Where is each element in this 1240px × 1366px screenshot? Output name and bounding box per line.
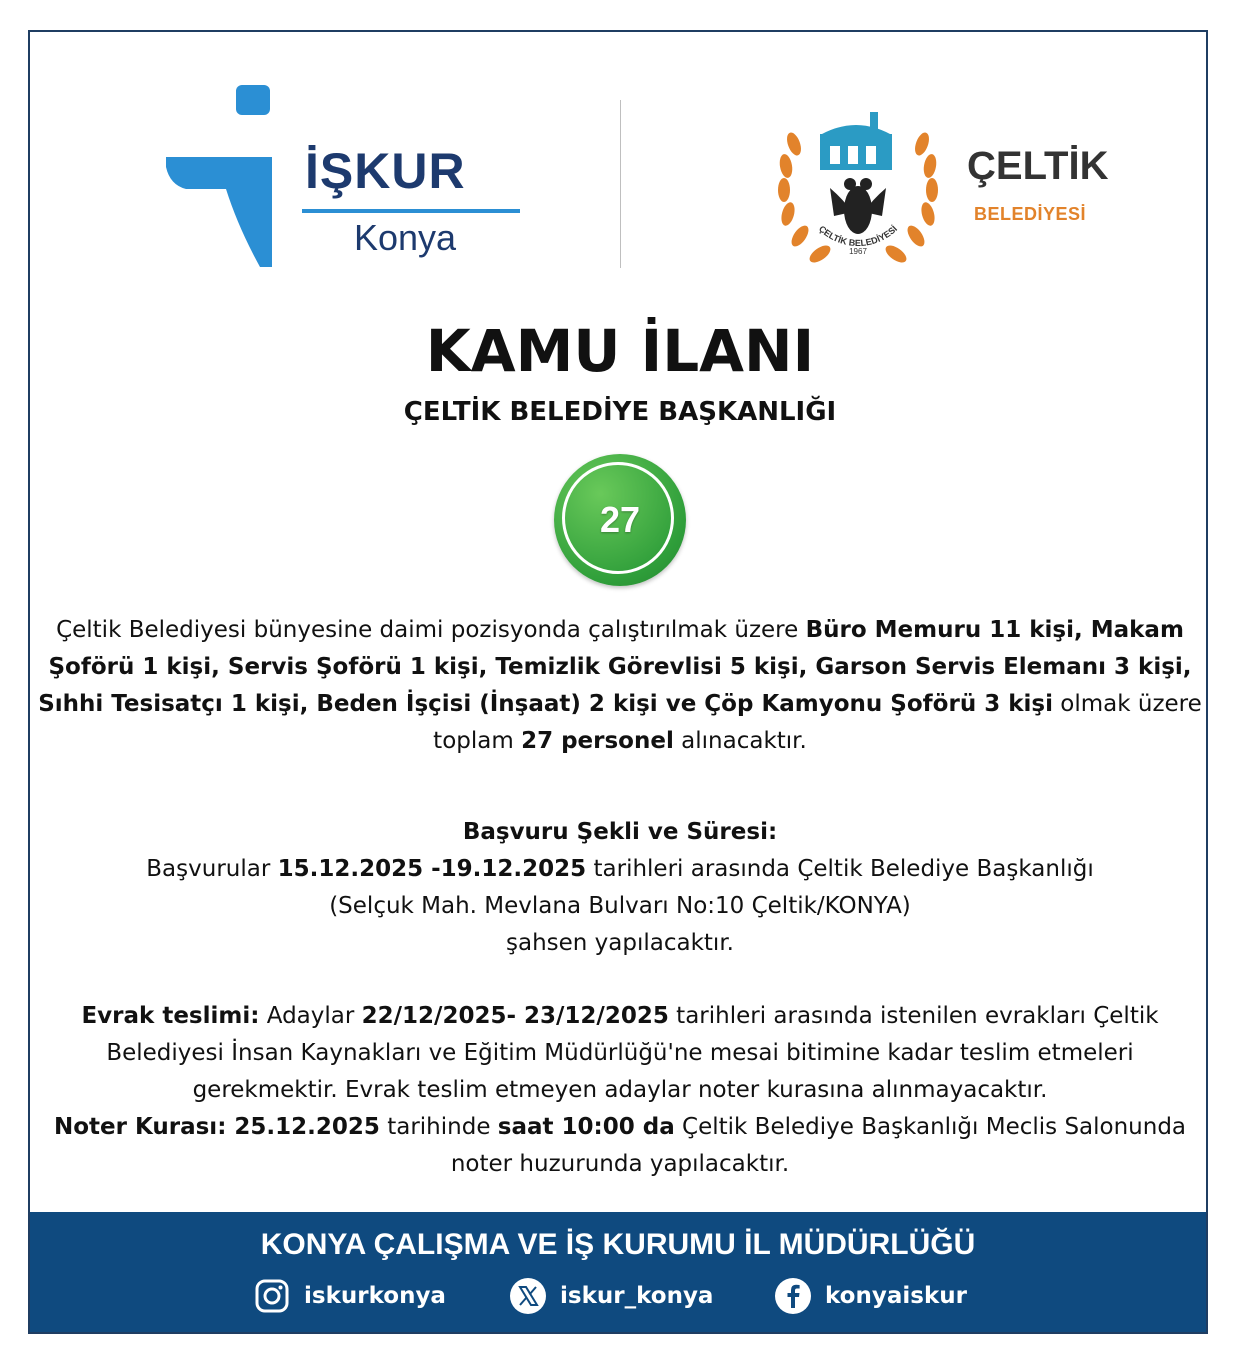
intro-text-2: olmak üzere toplam: [433, 691, 1202, 754]
x-icon: [510, 1278, 546, 1314]
documents-label: Evrak teslimi:: [81, 1003, 260, 1029]
x-link[interactable]: [510, 1276, 713, 1316]
iskur-underline: [302, 209, 520, 213]
footer-title: KONYA ÇALIŞMA VE İŞ KURUMU İL MÜDÜRLÜĞÜ: [260, 1228, 976, 1261]
facebook-handle: konyaiskur: [825, 1283, 967, 1309]
facebook-link[interactable]: [775, 1276, 967, 1316]
application-text-2: tarihleri arasında Çeltik Belediye Başkanlığı: [586, 856, 1094, 882]
announcement-subtitle: ÇELTİK BELEDİYE BAŞKANLIĞI: [403, 397, 837, 427]
lottery-label: Noter Kurası: 25.12.2025: [53, 1114, 380, 1140]
municipality-emblem-icon: [772, 104, 944, 276]
application-text-3: şahsen yapılacaktır.: [506, 930, 734, 956]
intro-text-1: Çeltik Belediyesi bünyesine daimi pozisyonda çalıştırılmak üzere: [56, 617, 806, 643]
documents-dates: 22/12/2025- 23/12/2025: [361, 1003, 669, 1029]
lottery-text-2: Çeltik Belediye Başkanlığı Meclis Salonunda noter huzurunda yapılacaktır.: [450, 1114, 1187, 1177]
instagram-link[interactable]: [254, 1276, 446, 1316]
poster-frame: [28, 30, 1208, 1334]
personnel-count: 27: [599, 499, 641, 540]
announcement-title: KAMU İLANI: [425, 317, 815, 385]
documents-paragraph: [36, 998, 1204, 1183]
intro-paragraph: [36, 612, 1204, 760]
intro-text-3: alınacaktır.: [673, 728, 807, 754]
lottery-time: saat 10:00 da: [497, 1114, 675, 1140]
documents-text-1: Adaylar: [259, 1003, 362, 1029]
application-paragraph: [36, 814, 1204, 962]
application-address: (Selçuk Mah. Mevlana Bulvarı No:10 Çeltik/KONYA): [329, 893, 911, 919]
instagram-handle: iskurkonya: [304, 1283, 446, 1309]
iskur-city-text: Konya: [354, 217, 457, 258]
iskur-brand-text: İŞKUR: [305, 143, 466, 199]
logo-divider: [620, 100, 621, 268]
svg-text:ÇELTİK BELEDİYESİ: ÇELTİK BELEDİYESİ: [816, 223, 900, 249]
application-heading: Başvuru Şekli ve Süresi:: [462, 819, 778, 845]
application-dates: 15.12.2025 -19.12.2025: [277, 856, 587, 882]
instagram-icon: [254, 1278, 290, 1314]
positions-list: Büro Memuru 11 kişi, Makam Şoförü 1 kişi, Servis Şoförü 1 kişi, Temizlik Görevlisi 5 kişi, Garson Servis Elemanı 3 kişi, Sıhhi Tesisatçı 1 kişi, Beden İşçisi (İnşaat) 2 kişi ve Çöp Kamyonu Şoförü 3 kişi: [38, 617, 1192, 717]
facebook-icon: [775, 1278, 811, 1314]
total-personnel: 27 personel: [521, 728, 674, 754]
x-handle: iskur_konya: [560, 1283, 714, 1309]
application-text-1: Başvurular: [146, 856, 278, 882]
municipality-name: ÇELTİK: [967, 144, 1109, 188]
lottery-text-1: tarihinde: [379, 1114, 498, 1140]
svg-text:1967: 1967: [849, 247, 867, 256]
header: [30, 32, 1206, 312]
municipality-subtitle: BELEDİYESİ: [974, 204, 1087, 224]
footer-bar: [30, 1212, 1208, 1334]
personnel-count-badge: [554, 454, 686, 586]
documents-text-2: tarihleri arasında istenilen evrakları Çeltik Belediyesi İnsan Kaynakları ve Eğitim Müdürlüğü'ne mesai bitimine kadar teslim etmeleri gerekmektir. Evrak teslim etmeyen adaylar noter kurasına alınmayacaktır.: [106, 1003, 1159, 1103]
